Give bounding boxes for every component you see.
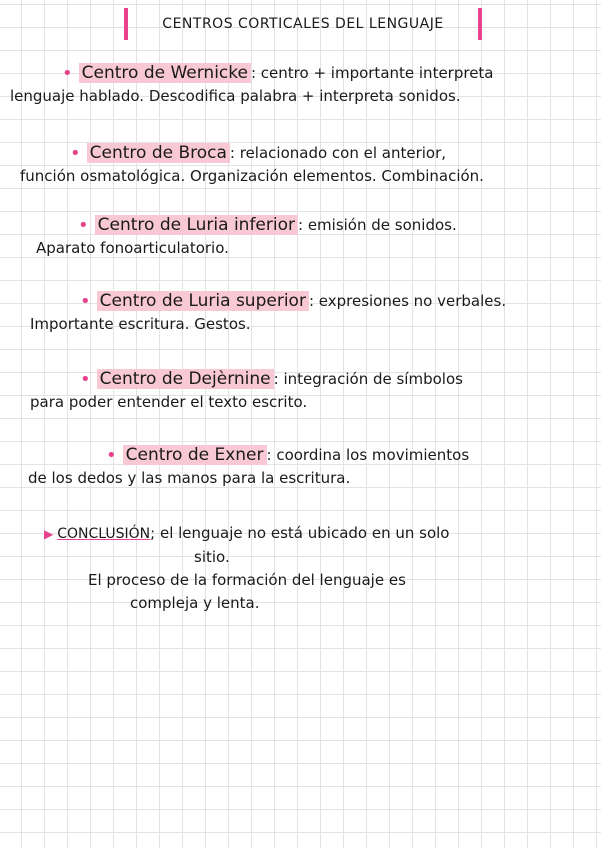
note-wernicke: [10, 62, 494, 108]
bullet-icon: •: [80, 291, 91, 312]
note-text: : relacionado con el anterior,: [229, 144, 447, 162]
note-text: función osmatológica. Organización elementos. Combinación.: [20, 167, 484, 185]
term-highlight: Centro de Luria superior: [97, 291, 309, 311]
page-title: CENTROS CORTICALES DEL LENGUAJE: [162, 16, 444, 32]
note-text: compleja y lenta.: [130, 594, 260, 612]
note-text: : centro + importante interpreta: [250, 64, 494, 82]
note-text: lenguaje hablado. Descodifica palabra + interpreta sonidos.: [10, 87, 461, 105]
triangle-bullet-icon: ▶: [44, 527, 54, 541]
note-broca: [20, 142, 484, 188]
bullet-icon: •: [106, 445, 117, 466]
note-text: : integración de símbolos: [273, 370, 463, 388]
note-text: Aparato fonoarticulatorio.: [36, 239, 229, 257]
term-highlight: Centro de Broca: [87, 143, 230, 163]
note-text: Importante escritura. Gestos.: [30, 315, 251, 333]
term-highlight: Centro de Wernicke: [79, 63, 251, 83]
note-conclusion: [44, 522, 449, 615]
bullet-icon: •: [78, 215, 89, 236]
page-title-box: [124, 8, 482, 40]
conclusion-label: CONCLUSIÓN: [57, 526, 151, 542]
term-highlight: Centro de Dejèrnine: [97, 369, 274, 389]
note-luria-inferior: [36, 214, 457, 260]
note-text: ; el lenguaje no está ubicado en un solo: [150, 524, 450, 542]
bullet-icon: •: [62, 63, 73, 84]
note-text: : expresiones no verbales.: [308, 292, 507, 310]
bullet-icon: •: [70, 143, 81, 164]
note-text: : coordina los movimientos: [266, 446, 470, 464]
term-highlight: Centro de Exner: [123, 445, 267, 465]
note-text: para poder entender el texto escrito.: [30, 393, 308, 411]
note-text: sitio.: [194, 548, 230, 566]
note-luria-superior: [30, 290, 506, 336]
note-dejernine: [30, 368, 463, 414]
bullet-icon: •: [80, 369, 91, 390]
note-text: El proceso de la formación del lenguaje es: [88, 571, 406, 589]
note-exner: [28, 444, 469, 490]
term-highlight: Centro de Luria inferior: [95, 215, 298, 235]
note-text: : emisión de sonidos.: [298, 216, 457, 234]
note-text: de los dedos y las manos para la escritura.: [28, 469, 351, 487]
